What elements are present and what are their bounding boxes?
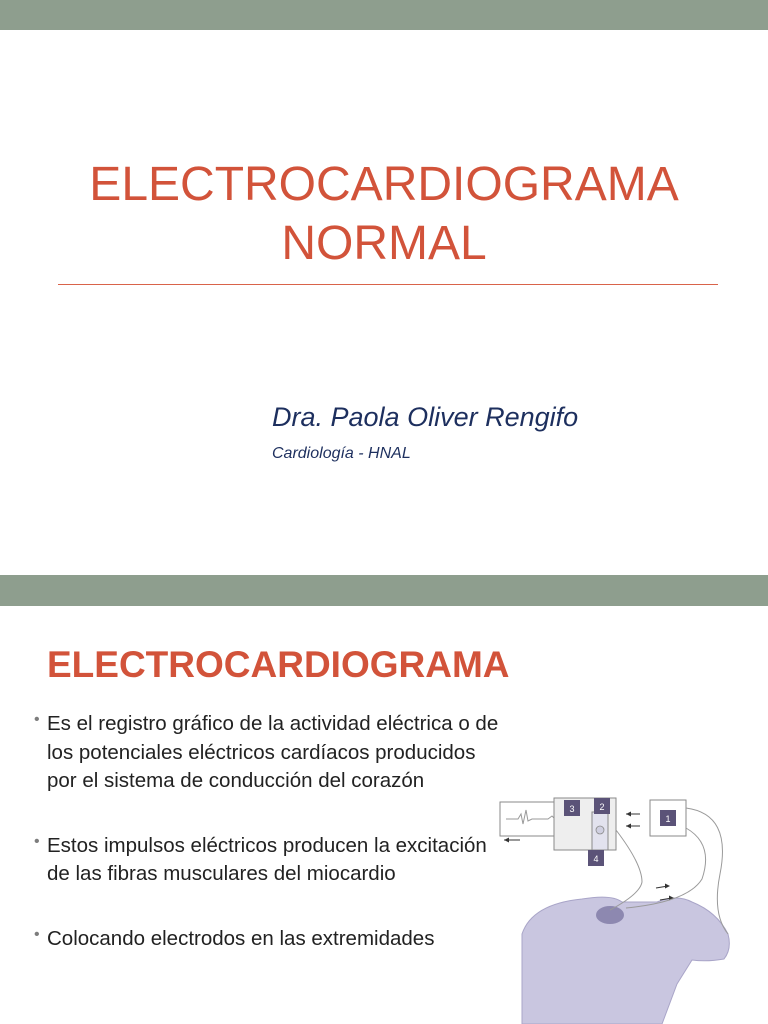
diagram-box-3-label: 3 xyxy=(569,804,575,814)
arrow-mid-1-head xyxy=(626,812,631,817)
title-underline xyxy=(58,284,718,285)
heart-shape xyxy=(596,906,624,924)
diagram-box-4-label: 4 xyxy=(593,854,599,864)
amplifier-dial xyxy=(596,826,604,834)
content-slide-title: ELECTROCARDIOGRAMA xyxy=(47,644,510,685)
diagram-box-2-label: 2 xyxy=(599,802,605,812)
slide-separator-band xyxy=(0,575,768,606)
author-name: Dra. Paola Oliver Rengifo xyxy=(272,402,579,432)
bullet-item-3 xyxy=(34,925,504,954)
ecg-setup-diagram xyxy=(492,784,742,1024)
bullet-item-2 xyxy=(34,832,504,889)
slide-title-line-1: ELECTROCARDIOGRAMA xyxy=(89,158,679,211)
bullet-dot-icon: • xyxy=(34,711,40,728)
diagram-box-1-label: 1 xyxy=(665,814,671,824)
content-slide xyxy=(0,606,768,1024)
slide-top-band xyxy=(0,0,768,30)
title-slide xyxy=(0,30,768,575)
slide-title-line-2: NORMAL xyxy=(281,217,487,270)
slide-title xyxy=(0,155,768,273)
bullet-text: Es el registro gráfico de la actividad eléctrica o de los potenciales eléctricos cardíacos producidos por el sistema de conducción del corazón xyxy=(47,712,499,792)
bullet-dot-icon: • xyxy=(34,832,40,850)
patient-silhouette xyxy=(522,897,729,1024)
bullet-list xyxy=(34,710,504,989)
author-affiliation: Cardiología - HNAL xyxy=(272,445,411,462)
bullet-dot-icon: • xyxy=(34,925,40,943)
arrow-mid-2-head xyxy=(626,824,631,829)
bullet-text: Estos impulsos eléctricos producen la excitación de las fibras musculares del miocardio xyxy=(47,833,487,885)
lead-wire-2 xyxy=(626,828,706,908)
arrow-left-head xyxy=(504,838,509,843)
arrow-body-1-head xyxy=(665,884,670,889)
bullet-item-1 xyxy=(34,710,504,796)
bullet-text: Colocando electrodos en las extremidades xyxy=(47,926,435,950)
